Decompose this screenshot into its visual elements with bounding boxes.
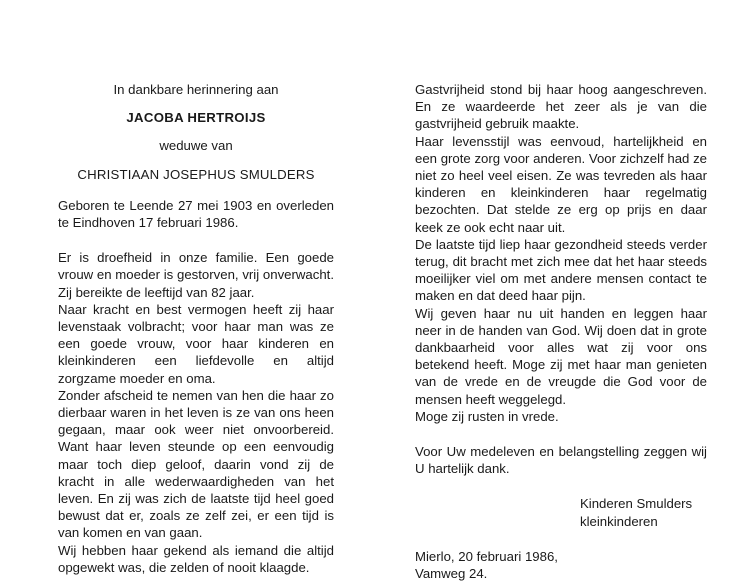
left-paragraph-4: Wij hebben haar gekend als iemand die altijd opgewekt was, die zelden of nooit klaagde. bbox=[58, 542, 334, 575]
right-column bbox=[415, 81, 707, 582]
left-paragraph-1: Er is droefheid in onze familie. Een goede vrouw en moeder is gestorven, vrij onverwacht. Zij bereikte de leeftijd van 82 jaar. bbox=[58, 250, 334, 300]
place-date: Mierlo, 20 februari 1986, bbox=[415, 548, 558, 564]
left-paragraph-2: Naar kracht en best vermogen heeft zij haar levenstaak volbracht; voor haar man was ze een goede vrouw, voor haar kinderen en kleinkinderen een liefdevolle en altijd zorgzame moeder en oma. bbox=[58, 301, 334, 386]
thanks-line: Voor Uw medeleven en belangstelling zeggen wij U hartelijk dank. bbox=[415, 444, 707, 477]
right-paragraph-5: Moge zij rusten in vrede. bbox=[415, 408, 559, 424]
fold-line bbox=[381, 70, 382, 560]
right-paragraph-1: Gastvrijheid stond bij haar hoog aangeschreven. En ze waardeerde het zeer als je van die gastvrijheid gebruik maakte. bbox=[415, 82, 707, 132]
signature-line-2: kleinkinderen bbox=[580, 513, 658, 529]
deceased-name: JACOBA HERTROIJS bbox=[126, 110, 266, 126]
left-column bbox=[58, 81, 334, 576]
birth-death-line: Geboren te Leende 27 mei 1903 en overleden te Eindhoven 17 februari 1986. bbox=[58, 197, 334, 231]
address: Vamweg 24. bbox=[415, 566, 488, 582]
spouse-name: CHRISTIAAN JOSEPHUS SMULDERS bbox=[77, 166, 315, 182]
right-paragraph-4: Wij geven haar nu uit handen en leggen haar neer in de handen van God. Wij doen dat in grote dankbaarheid voor alles wat zij voor ons betekend heeft. Moge zij met haar man genieten van de vrede en de vreugde die God voor de mensen heeft weggelegd. bbox=[415, 305, 707, 407]
relation-line: weduwe van bbox=[159, 138, 233, 154]
left-paragraph-3: Zonder afscheid te nemen van hen die haar zo dierbaar waren in het leven is ze van ons heen gegaan, maar ook weer niet onvoorbereid. Want haar leven steunde op een eenvoudig maar toch diep geloof, daarin vond zij de kracht in alle wederwaardigheden van het leven. En zij was zich de laatste tijd heel goed bewust dat er, zoals ze zelf zei, er een tijd is van komen en van gaan. bbox=[58, 387, 334, 541]
intro-line: In dankbare herinnering aan bbox=[113, 82, 279, 97]
right-paragraph-3: De laatste tijd liep haar gezondheid steeds verder terug, dit bracht met zich mee dat het haar steeds moeilijker viel om met andere mensen contact te maken en dat deed haar pijn. bbox=[415, 236, 707, 304]
signature-line-1: Kinderen Smulders bbox=[580, 496, 693, 512]
right-paragraph-2: Haar levensstijl was eenvoud, hartelijkheid en een grote zorg voor anderen. Voor zichzelf had ze niet zo heel veel eisen. Ze was tevreden als haar kinderen en kleinkinderen haar regelmatig bezochten. Dat stelde ze erg op prijs en daar keek ze ook echt naar uit. bbox=[415, 133, 707, 235]
